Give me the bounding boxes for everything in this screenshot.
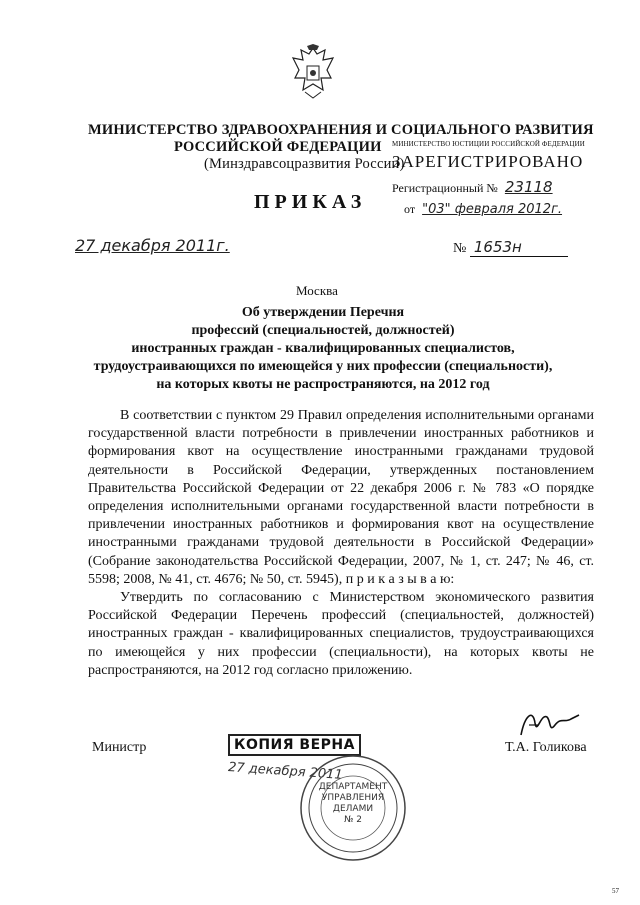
registration-date-label: от (404, 202, 416, 216)
copy-stamp-date: 27 декабря 2011 (227, 760, 344, 783)
document-number-value: 1653н (470, 238, 568, 257)
signatory-name: Т.А. Голикова (505, 740, 587, 755)
document-type: ПРИКАЗ (254, 191, 367, 213)
coat-of-arms-icon (287, 44, 339, 100)
seal-line: ДЕЛАМИ (332, 804, 374, 814)
body-paragraph: Утвердить по согласованию с Министерством экономического развития Российской Федерации Перечень профессий (специальностей, должностей) иностранных граждан - квалифицированных специалистов, трудоустраивающихся по имеющейся у них профессии (специальности), на которых квоты не распространяются, на 2012 год согласно приложению. (88, 590, 594, 678)
body-paragraph: В соответствии с пунктом 29 Правил определения исполнительными органами государственной власти потребности в привлечении иностранных работников и формирования квот на осуществление иностранными гражданами трудовой деятельности в Российской Федерации, утвержденных постановлением Правительства Российской Федерации от 22 декабря 2006 г. № 783 «О порядке определения исполнительными органами государственной власти потребности в привлечении иностранных работников и формирования квот на осуществление иностранными гражданами трудовой деятельности в Российской Федерации» (Собрание законодательства Российской Федерации, 2007, № 1, ст. 247; № 46, ст. 5598; 2008, № 41, ст. 4676; № 50, ст. 5945), п р и к а з ы в а ю: (88, 408, 594, 587)
registration-number: 23118 (504, 178, 553, 196)
document-body (88, 407, 594, 680)
registration-status: ЗАРЕГИСТРИРОВАНО (392, 152, 584, 171)
city: Москва (296, 283, 338, 298)
seal-line: ДЕПАРТАМЕНТ (318, 782, 388, 792)
title-line: на которых квоты не распространяются, на 2012 год (156, 377, 490, 392)
title-line: иностранных граждан - квалифицированных специалистов, (131, 341, 515, 356)
signatory-position: Министр (92, 740, 147, 755)
registration-date-row (392, 202, 592, 217)
title-line: трудоустраивающихся по имеющейся у них профессии (специальности), (93, 359, 553, 374)
document-number-label: № (453, 241, 467, 256)
seal-line: № 2 (344, 815, 362, 825)
document-date: 27 декабря 2011г. (75, 236, 230, 255)
document-number (453, 238, 568, 257)
registration-date: "03" февраля 2012г. (422, 202, 563, 217)
registration-number-label: Регистрационный № (392, 181, 498, 195)
document-title (80, 304, 566, 394)
registration-issuer: МИНИСТЕРСТВО ЮСТИЦИИ РОССИЙСКОЙ ФЕДЕРАЦИИ (392, 140, 585, 148)
page-number: 57 (612, 887, 619, 895)
copy-certified-stamp: КОПИЯ ВЕРНА (228, 734, 361, 756)
handwritten-signature (515, 705, 585, 745)
registration-stamp (392, 140, 592, 217)
ministry-name-line2: РОССИЙСКОЙ ФЕДЕРАЦИИ (174, 139, 382, 155)
ministry-name-line1: МИНИСТЕРСТВО ЗДРАВООХРАНЕНИЯ И СОЦИАЛЬНОГО РАЗВИТИЯ (88, 122, 594, 138)
title-line: профессий (специальностей, должностей) (191, 323, 455, 338)
seal-line: УПРАВЛЕНИЯ (321, 793, 385, 803)
ministry-short-name: (Минздравсоцразвития России) (204, 156, 405, 172)
registration-number-row (392, 178, 592, 196)
title-line: Об утверждении Перечня (241, 305, 405, 320)
seal-text (318, 782, 388, 826)
